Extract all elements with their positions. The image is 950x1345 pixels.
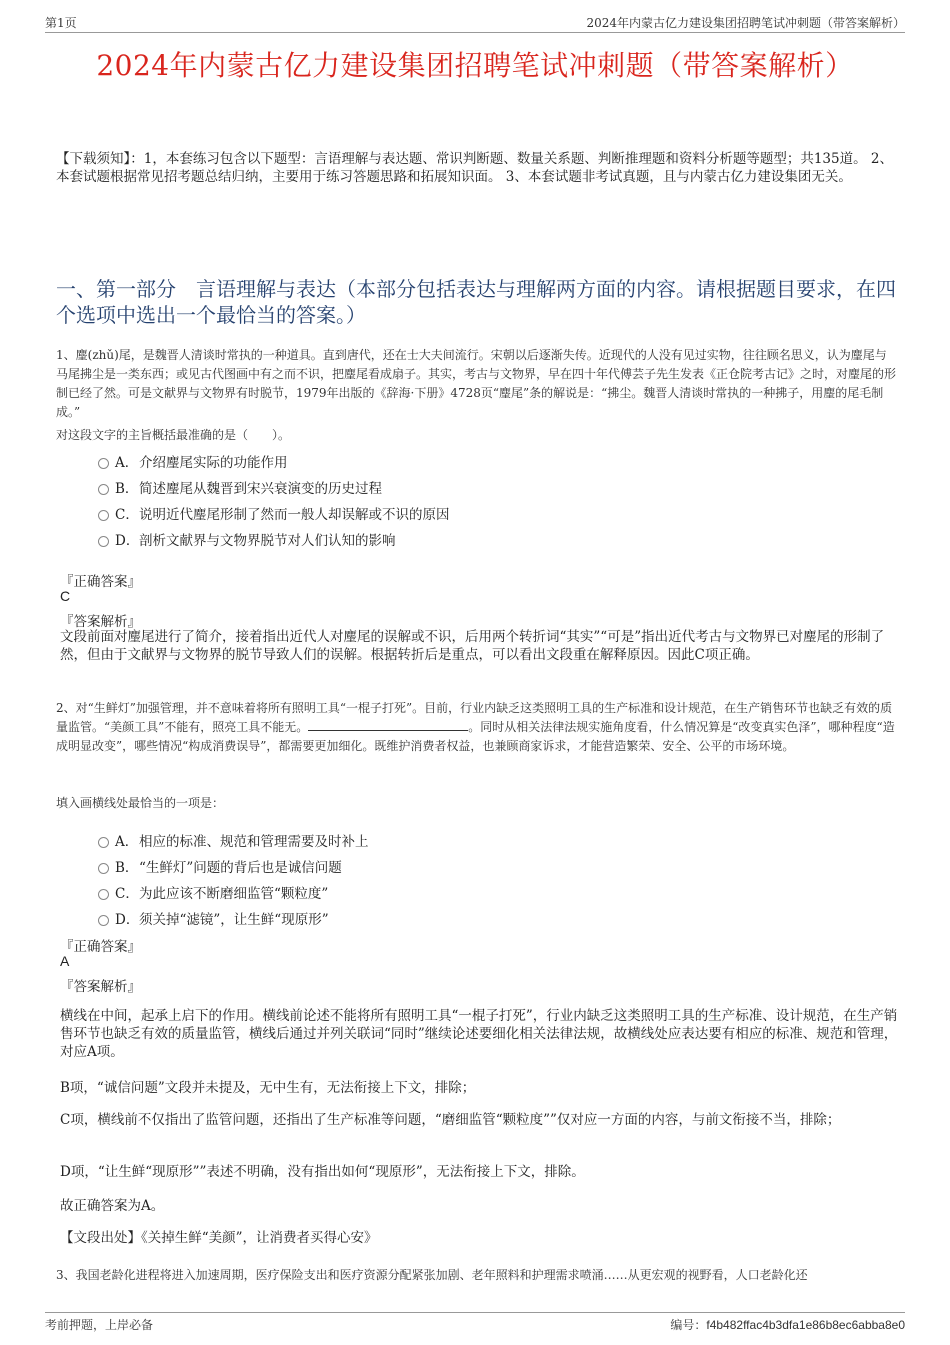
radio-icon[interactable] [98,536,109,547]
question-2-answer: A [60,953,70,969]
footer-divider [45,1312,905,1313]
header-divider [45,32,905,33]
header-doc-title: 2024年内蒙古亿力建设集团招聘笔试冲刺题（带答案解析） [586,16,905,30]
question-2-analysis-para: 故正确答案为A。 [60,1198,165,1214]
radio-icon[interactable] [98,837,109,848]
footer-doc-id: 编号：f4b482ffac4b3dfa1e86b8ec6abba8e0 [670,1318,905,1332]
question-2-analysis-para: B项，“诚信问题”文段并未提及，无中生有，无法衔接上下文，排除； [60,1080,476,1096]
question-2-source: 【文段出处】《关掉生鲜“美颜”，让消费者买得心安》 [60,1230,378,1246]
question-1-stem: 1、麈(zhǔ)尾，是魏晋人清谈时常执的一种道具。直到唐代，还在士大夫间流行。宋朝以后逐渐失传。近现代的人没有见过实物，往往顾名思义，认为麈尾与马尾拂尘是一类东西；或见古代图画中有之而不识，把麈尾看成扇子。其实，考古与文物界，早在四十年代傅芸子先生发表《正仓院考古记》之时，对麈尾的形制已经了然。可是文献界与文物界有时脱节，1979年出版的《辞海·下册》4728页“麈尾”条的解说是：“拂尘。魏晋人清谈时常执的一种拂子，用麈的尾毛制成。” [56,348,897,419]
question-2-option-c[interactable]: C．为此应该不断磨细监管“颗粒度” [98,882,328,902]
radio-icon[interactable] [98,863,109,874]
question-3-stem: 3、我国老龄化进程将进入加速周期，医疗保险支出和医疗资源分配紧张加剧、老年照料和护理需求喷涌……从更宏观的视野看，人口老龄化还 [56,1268,808,1282]
radio-icon[interactable] [98,458,109,469]
radio-icon[interactable] [98,915,109,926]
fill-blank [308,718,468,731]
question-1-option-c[interactable]: C．说明近代麈尾形制了然而一般人却误解或不识的原因 [98,503,450,523]
radio-icon[interactable] [98,510,109,521]
question-2-option-a[interactable]: A．相应的标准、规范和管理需要及时补上 [98,830,369,850]
question-1-ask: 对这段文字的主旨概括最准确的是（ ）。 [56,428,291,442]
question-1-analysis: 文段前面对麈尾进行了简介，接着指出近代人对麈尾的误解或不识，后用两个转折词“其实”“可是”指出近代考古与文物界已对麈尾的形制了然，但由于文献界与文物界的脱节导致人们的误解。根据转折后是重点，可以看出文段重在解释原因。因此C项正确。 [60,629,885,663]
radio-icon[interactable] [98,484,109,495]
question-2-ask: 填入画横线处最恰当的一项是： [56,796,225,810]
question-2-analysis-para: C项，横线前不仅指出了监管问题，还指出了生产标准等问题，“磨细监管“颗粒度””仅对应一方面的内容，与前文衔接不当，排除； [60,1112,841,1128]
page-title: 2024年内蒙古亿力建设集团招聘笔试冲刺题（带答案解析） [96,49,854,82]
download-notice: 【下载须知】：1，本套练习包含以下题型：言语理解与表达题、常识判断题、数量关系题、判断推理题和资料分析题等题型；共135道。 2、本套试题根据常见招考题总结归纳，主要用于练习答题思路和拓展知识面。 3、本套试题非考试真题，且与内蒙古亿力建设集团无关。 [56,151,893,185]
question-1-option-a[interactable]: A．介绍麈尾实际的功能作用 [98,451,288,471]
question-1-answer: C [60,588,71,604]
question-1-analysis-label: 『答案解析』 [60,614,141,630]
question-2-stem: 2、对“生鲜灯”加强管理，并不意味着将所有照明工具“一棍子打死”。目前，行业内缺乏这类照明工具的生产标准和设计规范，在生产销售环节也缺乏有效的质量监管。“美颜工具”不能有，照亮工具不能无。 。同时从相关法律法规实施角度看，什么情况算是“改变真实色泽”，哪种程度“造成明显改变”，哪些情况“构成消费误导”，都需要更加细化。既维护消费者权益，也兼顾商家诉求，才能营造繁荣、安全、公平的市场环境。 [56,701,895,753]
section-heading: 一、第一部分 言语理解与表达（本部分包括表达与理解两方面的内容。请根据题目要求，在四个选项中选出一个最恰当的答案。） [56,277,896,327]
question-1-answer-label: 『正确答案』 [60,574,141,590]
question-1-option-d[interactable]: D．剖析文献界与文物界脱节对人们认知的影响 [98,529,396,549]
question-2-analysis-para: 横线在中间，起承上启下的作用。横线前论述不能将所有照明工具“一棍子打死”，行业内缺乏这类照明工具的生产标准、设计规范，在生产销售环节也缺乏有效的质量监管，横线后通过并列关联词“同时”继续论述要细化相关法律法规，故横线处应表达要有相应的标准、规范和管理，对应A项。 [60,1008,898,1060]
question-2-analysis-label: 『答案解析』 [60,979,141,995]
question-2-answer-label: 『正确答案』 [60,939,141,955]
footer-slogan: 考前押题，上岸必备 [45,1318,154,1332]
page-number: 第1页 [45,16,77,30]
question-1-option-b[interactable]: B．简述麈尾从魏晋到宋兴衰演变的历史过程 [98,477,382,497]
question-2-option-b[interactable]: B．“生鲜灯”问题的背后也是诚信问题 [98,856,342,876]
question-2-option-d[interactable]: D．须关掉“滤镜”，让生鲜“现原形” [98,908,329,928]
radio-icon[interactable] [98,889,109,900]
question-2-analysis-para: D项，“让生鲜“现原形””表述不明确，没有指出如何“现原形”，无法衔接上下文，排除。 [60,1164,585,1180]
